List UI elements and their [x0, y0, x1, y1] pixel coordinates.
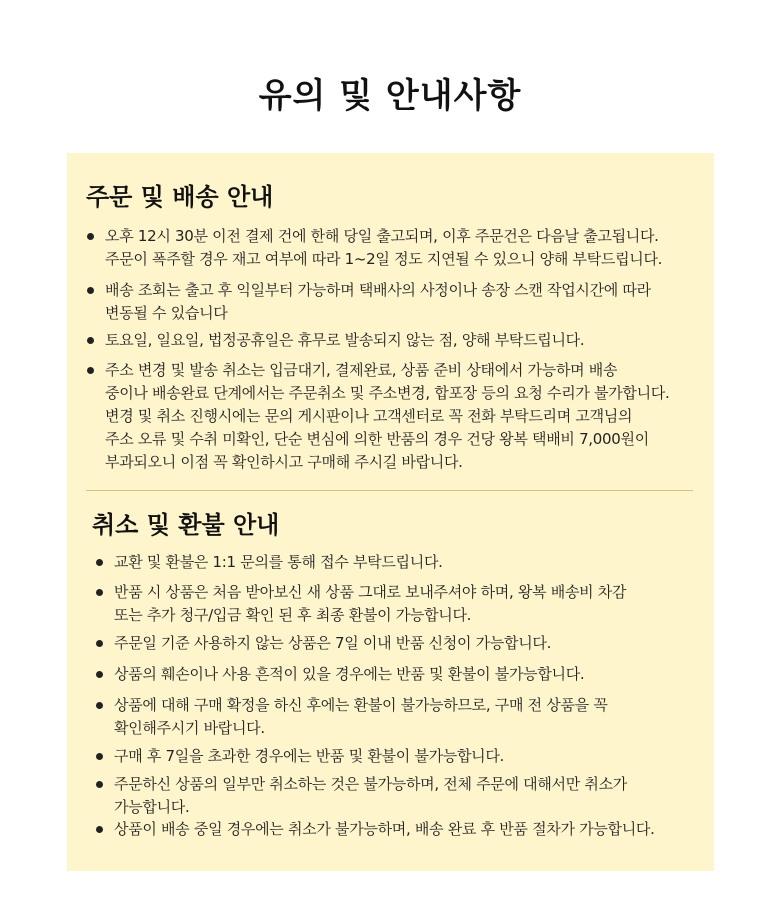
- list-item: 오후 12시 30분 이전 결제 건에 한해 당일 출고되며, 이후 주문건은 다음날 출고됩니다. 주문이 폭주할 경우 재고 여부에 따라 1~2일 정도 지연될 수 있으니 양해 부탁드립니다.: [87, 225, 662, 271]
- section-divider: [86, 490, 693, 491]
- list-item: 상품이 배송 중일 경우에는 취소가 불가능하며, 배송 완료 후 반품 절차가 가능합니다.: [96, 818, 655, 841]
- order-shipping-title: 주문 및 배송 안내: [86, 183, 274, 211]
- list-item: 교환 및 환불은 1:1 문의를 통해 접수 부탁드립니다.: [96, 551, 443, 574]
- list-item: 주소 변경 및 발송 취소는 입금대기, 결제완료, 상품 준비 상태에서 가능하며 배송 중이나 배송완료 단계에서는 주문취소 및 주소변경, 합포장 등의 요청 수리가 불가합니다. 변경 및 취소 진행시에는 문의 게시판이나 고객센터로 꼭 전화 부탁드리며 고객님의 주소 오류 및 수취 미확인, 단순 변심에 의한 반품의 경우 건당 왕복 택배비 7,000원이 부과되오니 이점 꼭 확인하시고 구매해 주시길 바랍니다.: [87, 359, 669, 474]
- list-item: 토요일, 일요일, 법정공휴일은 휴무로 발송되지 않는 점, 양해 부탁드립니다.: [87, 329, 584, 352]
- list-item: 주문하신 상품의 일부만 취소하는 것은 불가능하며, 전체 주문에 대해서만 취소가 가능합니다.: [96, 773, 627, 819]
- list-item: 상품의 훼손이나 사용 흔적이 있을 경우에는 반품 및 환불이 불가능합니다.: [96, 663, 584, 686]
- list-item: 상품에 대해 구매 확정을 하신 후에는 환불이 불가능하므로, 구매 전 상품을 꼭 확인해주시기 바랍니다.: [96, 694, 608, 740]
- page-title: 유의 및 안내사항: [258, 76, 522, 116]
- list-item: 반품 시 상품은 처음 받아보신 새 상품 그대로 보내주셔야 하며, 왕복 배송비 차감 또는 추가 청구/입금 확인 된 후 최종 환불이 가능합니다.: [96, 581, 626, 627]
- list-item: 배송 조회는 출고 후 익일부터 가능하며 택배사의 사정이나 송장 스캔 작업시간에 따라 변동될 수 있습니다: [87, 279, 651, 325]
- list-item: 구매 후 7일을 초과한 경우에는 반품 및 환불이 불가능합니다.: [96, 745, 504, 768]
- cancel-refund-title: 취소 및 환불 안내: [92, 511, 280, 539]
- notice-box: [67, 153, 714, 871]
- list-item: 주문일 기준 사용하지 않는 상품은 7일 이내 반품 신청이 가능합니다.: [96, 632, 551, 655]
